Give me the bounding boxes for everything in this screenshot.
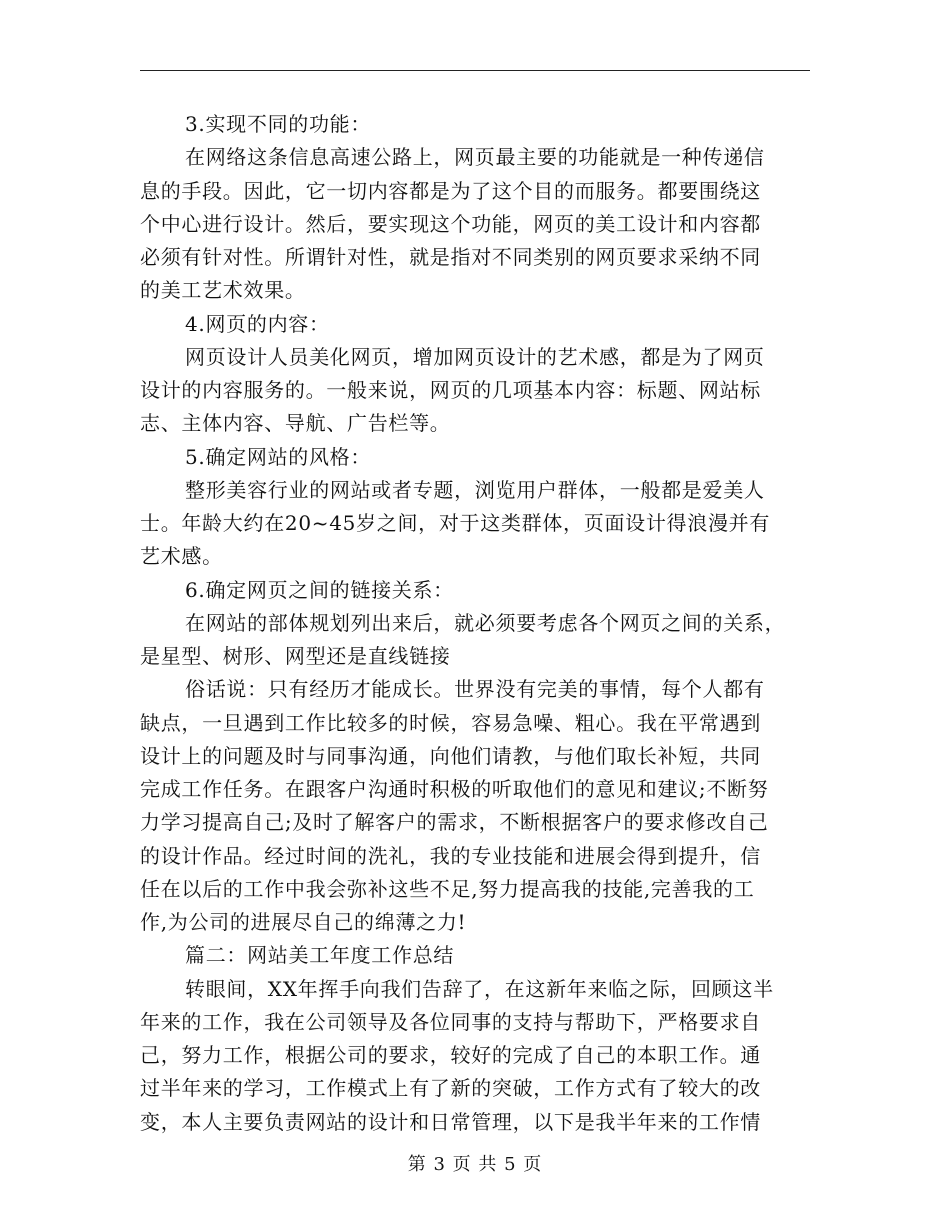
text-line: 篇二：网站美工年度工作总结 [185,943,455,968]
text-line: 设计上的问题及时与同事沟通，向他们请教，与他们取长补短，共同 [140,743,761,768]
page-footer: 第 3 页 共 5 页 [407,1154,543,1175]
text-line: 4.网页的内容： [185,311,330,336]
text-line: 转眼间，XX年挥手向我们告辞了，在这新年来临之际，回顾这半 [185,976,774,1001]
text-line: 俗话说：只有经历才能成长。世界没有完美的事情，每个人都有 [185,677,765,702]
text-line: 个中心进行设计。然后，要实现这个功能，网页的美工设计和内容都 [140,211,761,236]
body-text [140,108,820,1139]
text-line: 5.确定网站的风格： [185,444,372,469]
text-line: 年来的工作，我在公司领导及各位同事的支持与帮助下，严格要求自 [140,1009,761,1034]
text-line: 在网络这条信息高速公路上，网页最主要的功能就是一种传递信 [185,145,765,170]
text-line: 变，本人主要负责网站的设计和日常管理，以下是我半年来的工作情 [140,1109,761,1134]
text-line: 设计的内容服务的。一般来说，网页的几项基本内容：标题、网站标 [140,378,761,402]
text-line: 力学习提高自己;及时了解客户的需求，不断根据客户的要求修改自己 [140,810,769,835]
text-line: 缺点，一旦遇到工作比较多的时候，容易急噪、粗心。我在平常遇到 [140,710,761,735]
header-rule [140,70,810,71]
text-line: 作,为公司的进展尽自己的绵薄之力! [140,910,467,934]
text-line: 的美工艺术效果。 [140,278,306,303]
text-line: 息的手段。因此，它一切内容都是为了这个目的而服务。都要围绕这 [140,178,761,203]
text-line: 6.确定网页之间的链接关系： [185,577,454,602]
text-line: 志、主体内容、导航、广告栏等。 [140,411,451,436]
text-line: 必须有针对性。所谓针对性，就是指对不同类别的网页要求采纳不同 [140,245,761,269]
text-line: 网页设计人员美化网页，增加网页设计的艺术感，都是为了网页 [185,344,765,369]
text-line: 完成工作任务。在跟客户沟通时积极的听取他们的意见和建议;不断努 [140,777,769,801]
text-line: 任在以后的工作中我会弥补这些不足,努力提高我的技能,完善我的工 [140,876,755,901]
text-line: 士。年龄大约在20~45岁之间，对于这类群体，页面设计得浪漫并有 [140,511,771,535]
text-line: 是星型、树形、网型还是直线链接 [140,644,451,668]
text-line: 的设计作品。经过时间的洗礼，我的专业技能和进展会得到提升，信 [140,843,761,868]
text-line: 整形美容行业的网站或者专题，浏览用户群体，一般都是爱美人 [185,477,765,502]
text-line: 在网站的部体规划列出来后，就必须要考虑各个网页之间的关系， [185,610,786,635]
text-line: 3.实现不同的功能： [185,112,372,136]
text-line: 己，努力工作，根据公司的要求，较好的完成了自己的本职工作。通 [140,1043,761,1067]
text-line: 艺术感。 [140,544,223,569]
text-line: 过半年来的学习，工作模式上有了新的突破，工作方式有了较大的改 [140,1076,761,1101]
